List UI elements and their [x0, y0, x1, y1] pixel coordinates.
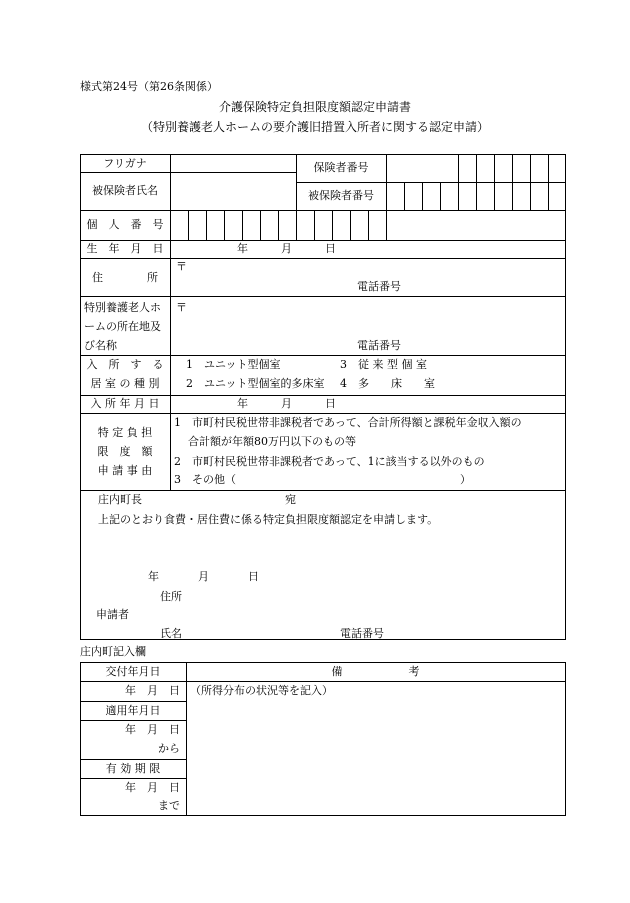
- reason-3[interactable]: 3 その他（: [174, 473, 236, 486]
- apply-date-label: 適用年月日: [105, 704, 161, 717]
- form-subtitle: （特別養護老人ホームの要介護旧措置入所者に関する認定申請）: [140, 120, 489, 134]
- validity-until: まで: [158, 799, 180, 812]
- application-month: 月: [198, 570, 209, 583]
- addressee-honorific: 宛: [285, 493, 296, 506]
- room-type-label-line-1: 入 所 す る: [86, 358, 164, 371]
- issue-date-label: 交付年月日: [105, 665, 161, 678]
- room-option-1[interactable]: 1 ユニット型個室: [186, 358, 281, 371]
- reason-1[interactable]: 1 市町村民税世帯非課税者であって、合計所得額と課税年金収入額の: [174, 416, 522, 429]
- form-number: 様式第24号（第26条関係）: [80, 80, 218, 93]
- validity-label: 有 効 期 限: [105, 762, 161, 775]
- application-day: 日: [248, 570, 259, 583]
- apply-date-ymd: 年 月 日: [125, 723, 180, 736]
- form-title: 介護保険特定負担限度額認定申請書: [218, 100, 411, 114]
- applicant-label: 申請者: [96, 608, 129, 621]
- applicant-phone-label: 電話番号: [340, 627, 384, 640]
- room-option-3[interactable]: 3 従 来 型 個 室: [340, 358, 427, 371]
- birth-date-label: 生 年 月 日: [86, 242, 164, 255]
- admission-date-value: 年 月 日: [237, 397, 336, 410]
- facility-label-line-2: ームの所在地及: [84, 320, 161, 333]
- applicant-address-label: 住所: [160, 590, 182, 603]
- facility-phone-label: 電話番号: [357, 339, 401, 352]
- apply-from: から: [158, 742, 180, 755]
- insured-number-label: 被保険者番号: [308, 189, 374, 202]
- office-use-title: 庄内町記入欄: [80, 645, 146, 658]
- personal-number-label: 個 人 番 号: [86, 218, 164, 231]
- address-phone-label: 電話番号: [357, 280, 401, 293]
- application-year: 年: [148, 570, 159, 583]
- reason-1-cont: 合計額が年額80万円以下のもの等: [188, 435, 356, 448]
- reason-label-line-1: 特 定 負 担: [97, 426, 153, 439]
- insurer-number-label: 保険者番号: [313, 161, 369, 174]
- admission-date-label: 入 所 年 月 日: [90, 397, 160, 410]
- application-statement: 上記のとおり食費・居住費に係る特定負担限度額認定を申請します。: [98, 513, 439, 526]
- reason-2[interactable]: 2 市町村民税世帯非課税者であって、1に該当する以外のもの: [174, 455, 485, 468]
- reason-label-line-3: 申 請 事 由: [97, 464, 153, 477]
- reason-label-line-2: 限 度 額: [97, 445, 153, 458]
- room-option-4[interactable]: 4 多 床 室: [340, 377, 435, 390]
- room-option-2[interactable]: 2 ユニット型個室的多床室: [186, 377, 325, 390]
- validity-ymd: 年 月 日: [125, 781, 180, 794]
- notes-header: 備 考: [331, 665, 420, 678]
- birth-date-value: 年 月 日: [237, 242, 336, 255]
- issue-date-ymd: 年 月 日: [125, 684, 180, 697]
- addressee: 庄内町長: [98, 493, 142, 506]
- facility-label-line-1: 特別養護老人ホ: [84, 301, 161, 314]
- furigana-label: フリガナ: [103, 157, 147, 170]
- address-label: 住 所: [92, 271, 158, 284]
- notes-hint: （所得分布の状況等を記入）: [190, 684, 333, 697]
- facility-label-line-3: び名称: [84, 339, 117, 352]
- insured-name-label: 被保険者氏名: [92, 184, 158, 197]
- room-type-label-line-2: 居 室 の 種 別: [90, 377, 160, 390]
- applicant-name-label: 氏名: [160, 627, 182, 640]
- facility-postal-mark: 〒: [176, 301, 187, 314]
- postal-mark: 〒: [176, 260, 187, 273]
- reason-3-close: ）: [460, 473, 471, 486]
